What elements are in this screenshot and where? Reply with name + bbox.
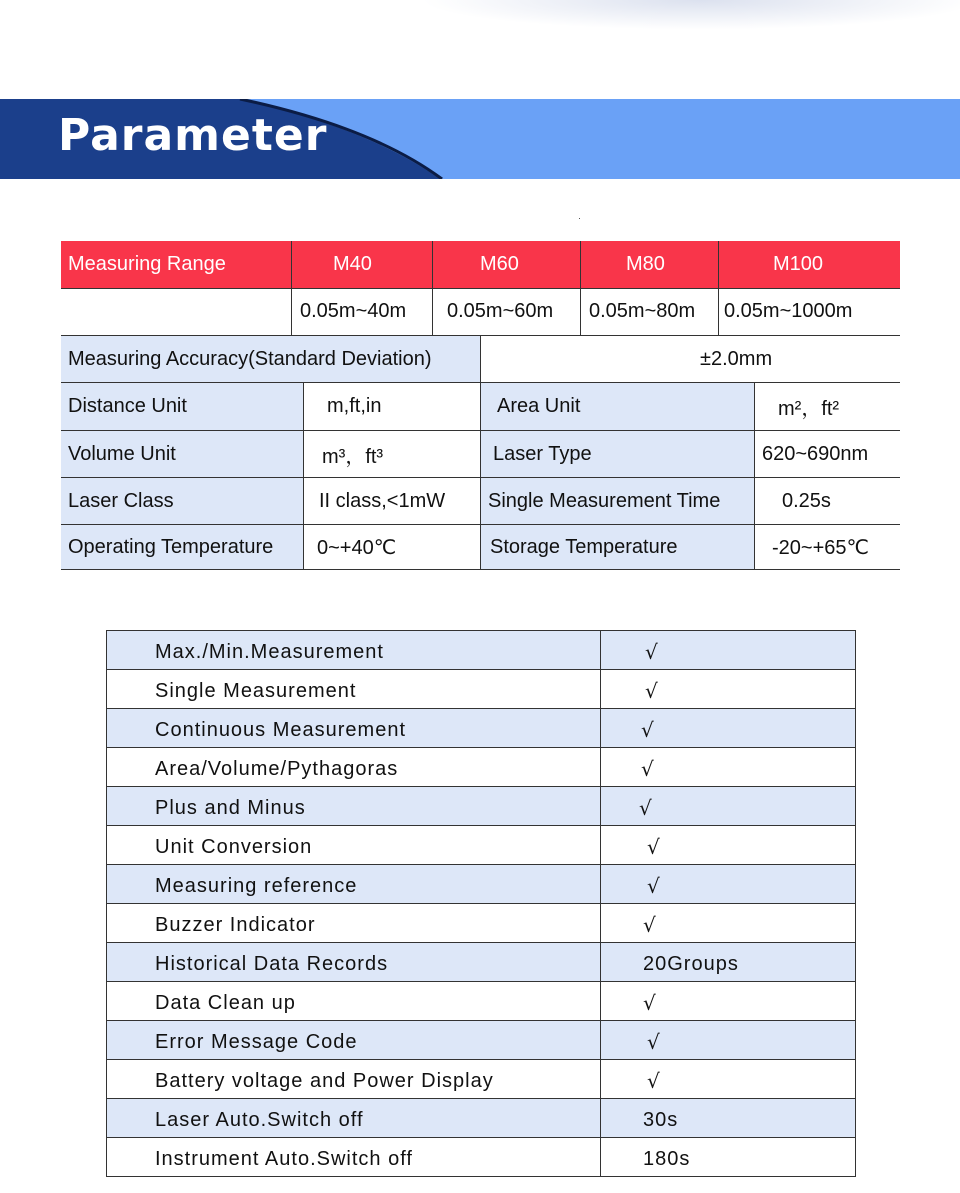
feature-value-text: √ — [645, 639, 659, 664]
accuracy-label: Measuring Accuracy(Standard Deviation) — [61, 336, 480, 383]
feature-value — [601, 826, 856, 865]
feature-row — [107, 631, 856, 670]
feature-value — [601, 709, 856, 748]
feature-value-text: 20Groups — [643, 952, 739, 975]
feature-value-text: 180s — [643, 1147, 691, 1170]
feature-row — [107, 865, 856, 904]
feature-value-text: √ — [641, 756, 655, 781]
distance-unit-label: Distance Unit — [61, 383, 303, 430]
feature-value — [601, 670, 856, 709]
feature-name: Plus and Minus — [107, 787, 601, 826]
feature-row — [107, 1021, 856, 1060]
feature-value — [601, 904, 856, 943]
feature-name: Instrument Auto.Switch off — [107, 1138, 601, 1177]
operating-temperature-value: 0~+40℃ — [317, 537, 397, 559]
volume-unit-value: m³，ft³ — [322, 446, 384, 468]
feature-name: Error Message Code — [107, 1021, 601, 1060]
range-m100: 0.05m~1000m — [724, 300, 853, 322]
feature-row — [107, 670, 856, 709]
feature-row — [107, 826, 856, 865]
feature-value-text: √ — [647, 834, 661, 859]
feature-value-text: √ — [647, 873, 661, 898]
feature-row — [107, 709, 856, 748]
range-m60: 0.05m~60m — [447, 300, 554, 322]
laser-type-label: Laser Type — [480, 431, 754, 478]
feature-value — [601, 943, 856, 982]
feature-name: Historical Data Records — [107, 943, 601, 982]
feature-row — [107, 748, 856, 787]
feature-value — [601, 631, 856, 670]
feature-value — [601, 787, 856, 826]
section-banner — [0, 99, 960, 179]
accuracy-value: ±2.0mm — [700, 348, 773, 370]
laser-class-label: Laser Class — [61, 478, 303, 525]
laser-class-value: II class,<1mW — [319, 490, 446, 512]
feature-value — [601, 748, 856, 787]
feature-row — [107, 904, 856, 943]
operating-temperature-label: Operating Temperature — [61, 525, 303, 570]
feature-name: Max./Min.Measurement — [107, 631, 601, 670]
single-measurement-time-label: Single Measurement Time — [480, 478, 754, 525]
feature-value-text: √ — [641, 717, 655, 742]
feature-name: Unit Conversion — [107, 826, 601, 865]
feature-value-text: √ — [647, 1068, 661, 1093]
feature-name: Area/Volume/Pythagoras — [107, 748, 601, 787]
feature-value-text: 30s — [643, 1108, 679, 1131]
grid-line — [480, 335, 481, 570]
model-m60: M60 — [433, 241, 581, 288]
feature-value — [601, 1021, 856, 1060]
grid-line — [580, 241, 581, 335]
feature-value — [601, 982, 856, 1021]
measuring-range-label: Measuring Range — [61, 241, 292, 288]
feature-table — [106, 630, 856, 1177]
feature-value — [601, 1060, 856, 1099]
storage-temperature-label: Storage Temperature — [480, 525, 754, 570]
feature-name: Data Clean up — [107, 982, 601, 1021]
feature-value-text: √ — [639, 795, 653, 820]
grid-line — [291, 241, 292, 335]
grid-line — [303, 382, 304, 570]
feature-value — [601, 1099, 856, 1138]
feature-value-text: √ — [645, 678, 659, 703]
volume-unit-label: Volume Unit — [61, 431, 303, 478]
feature-name: Single Measurement — [107, 670, 601, 709]
single-measurement-time-value: 0.25s — [782, 490, 831, 512]
feature-row — [107, 1060, 856, 1099]
storage-temperature-value: -20~+65℃ — [772, 537, 869, 559]
feature-value — [601, 1138, 856, 1177]
spec-table — [61, 241, 900, 570]
feature-name: Battery voltage and Power Display — [107, 1060, 601, 1099]
feature-row — [107, 982, 856, 1021]
feature-row — [107, 1099, 856, 1138]
range-m80: 0.05m~80m — [589, 300, 696, 322]
area-unit-value: m²，ft² — [778, 398, 840, 420]
feature-name: Buzzer Indicator — [107, 904, 601, 943]
feature-value-text: √ — [643, 990, 657, 1015]
laser-type-value: 620~690nm — [762, 443, 869, 465]
model-m40: M40 — [292, 241, 433, 288]
range-m40: 0.05m~40m — [300, 300, 407, 322]
feature-name: Laser Auto.Switch off — [107, 1099, 601, 1138]
stray-dot — [579, 218, 580, 219]
grid-line — [718, 241, 719, 335]
feature-row — [107, 943, 856, 982]
area-unit-label: Area Unit — [480, 383, 754, 430]
feature-value-text: √ — [643, 912, 657, 937]
model-m100: M100 — [719, 241, 900, 288]
model-m80: M80 — [581, 241, 719, 288]
page-title: Parameter — [58, 110, 328, 161]
feature-value — [601, 865, 856, 904]
feature-name: Measuring reference — [107, 865, 601, 904]
feature-row — [107, 787, 856, 826]
grid-line — [754, 382, 755, 570]
grid-line — [61, 288, 900, 289]
feature-name: Continuous Measurement — [107, 709, 601, 748]
grid-line — [432, 241, 433, 335]
feature-row — [107, 1138, 856, 1177]
top-glow-decoration — [420, 0, 960, 30]
feature-value-text: √ — [647, 1029, 661, 1054]
distance-unit-value: m,ft,in — [327, 395, 382, 417]
